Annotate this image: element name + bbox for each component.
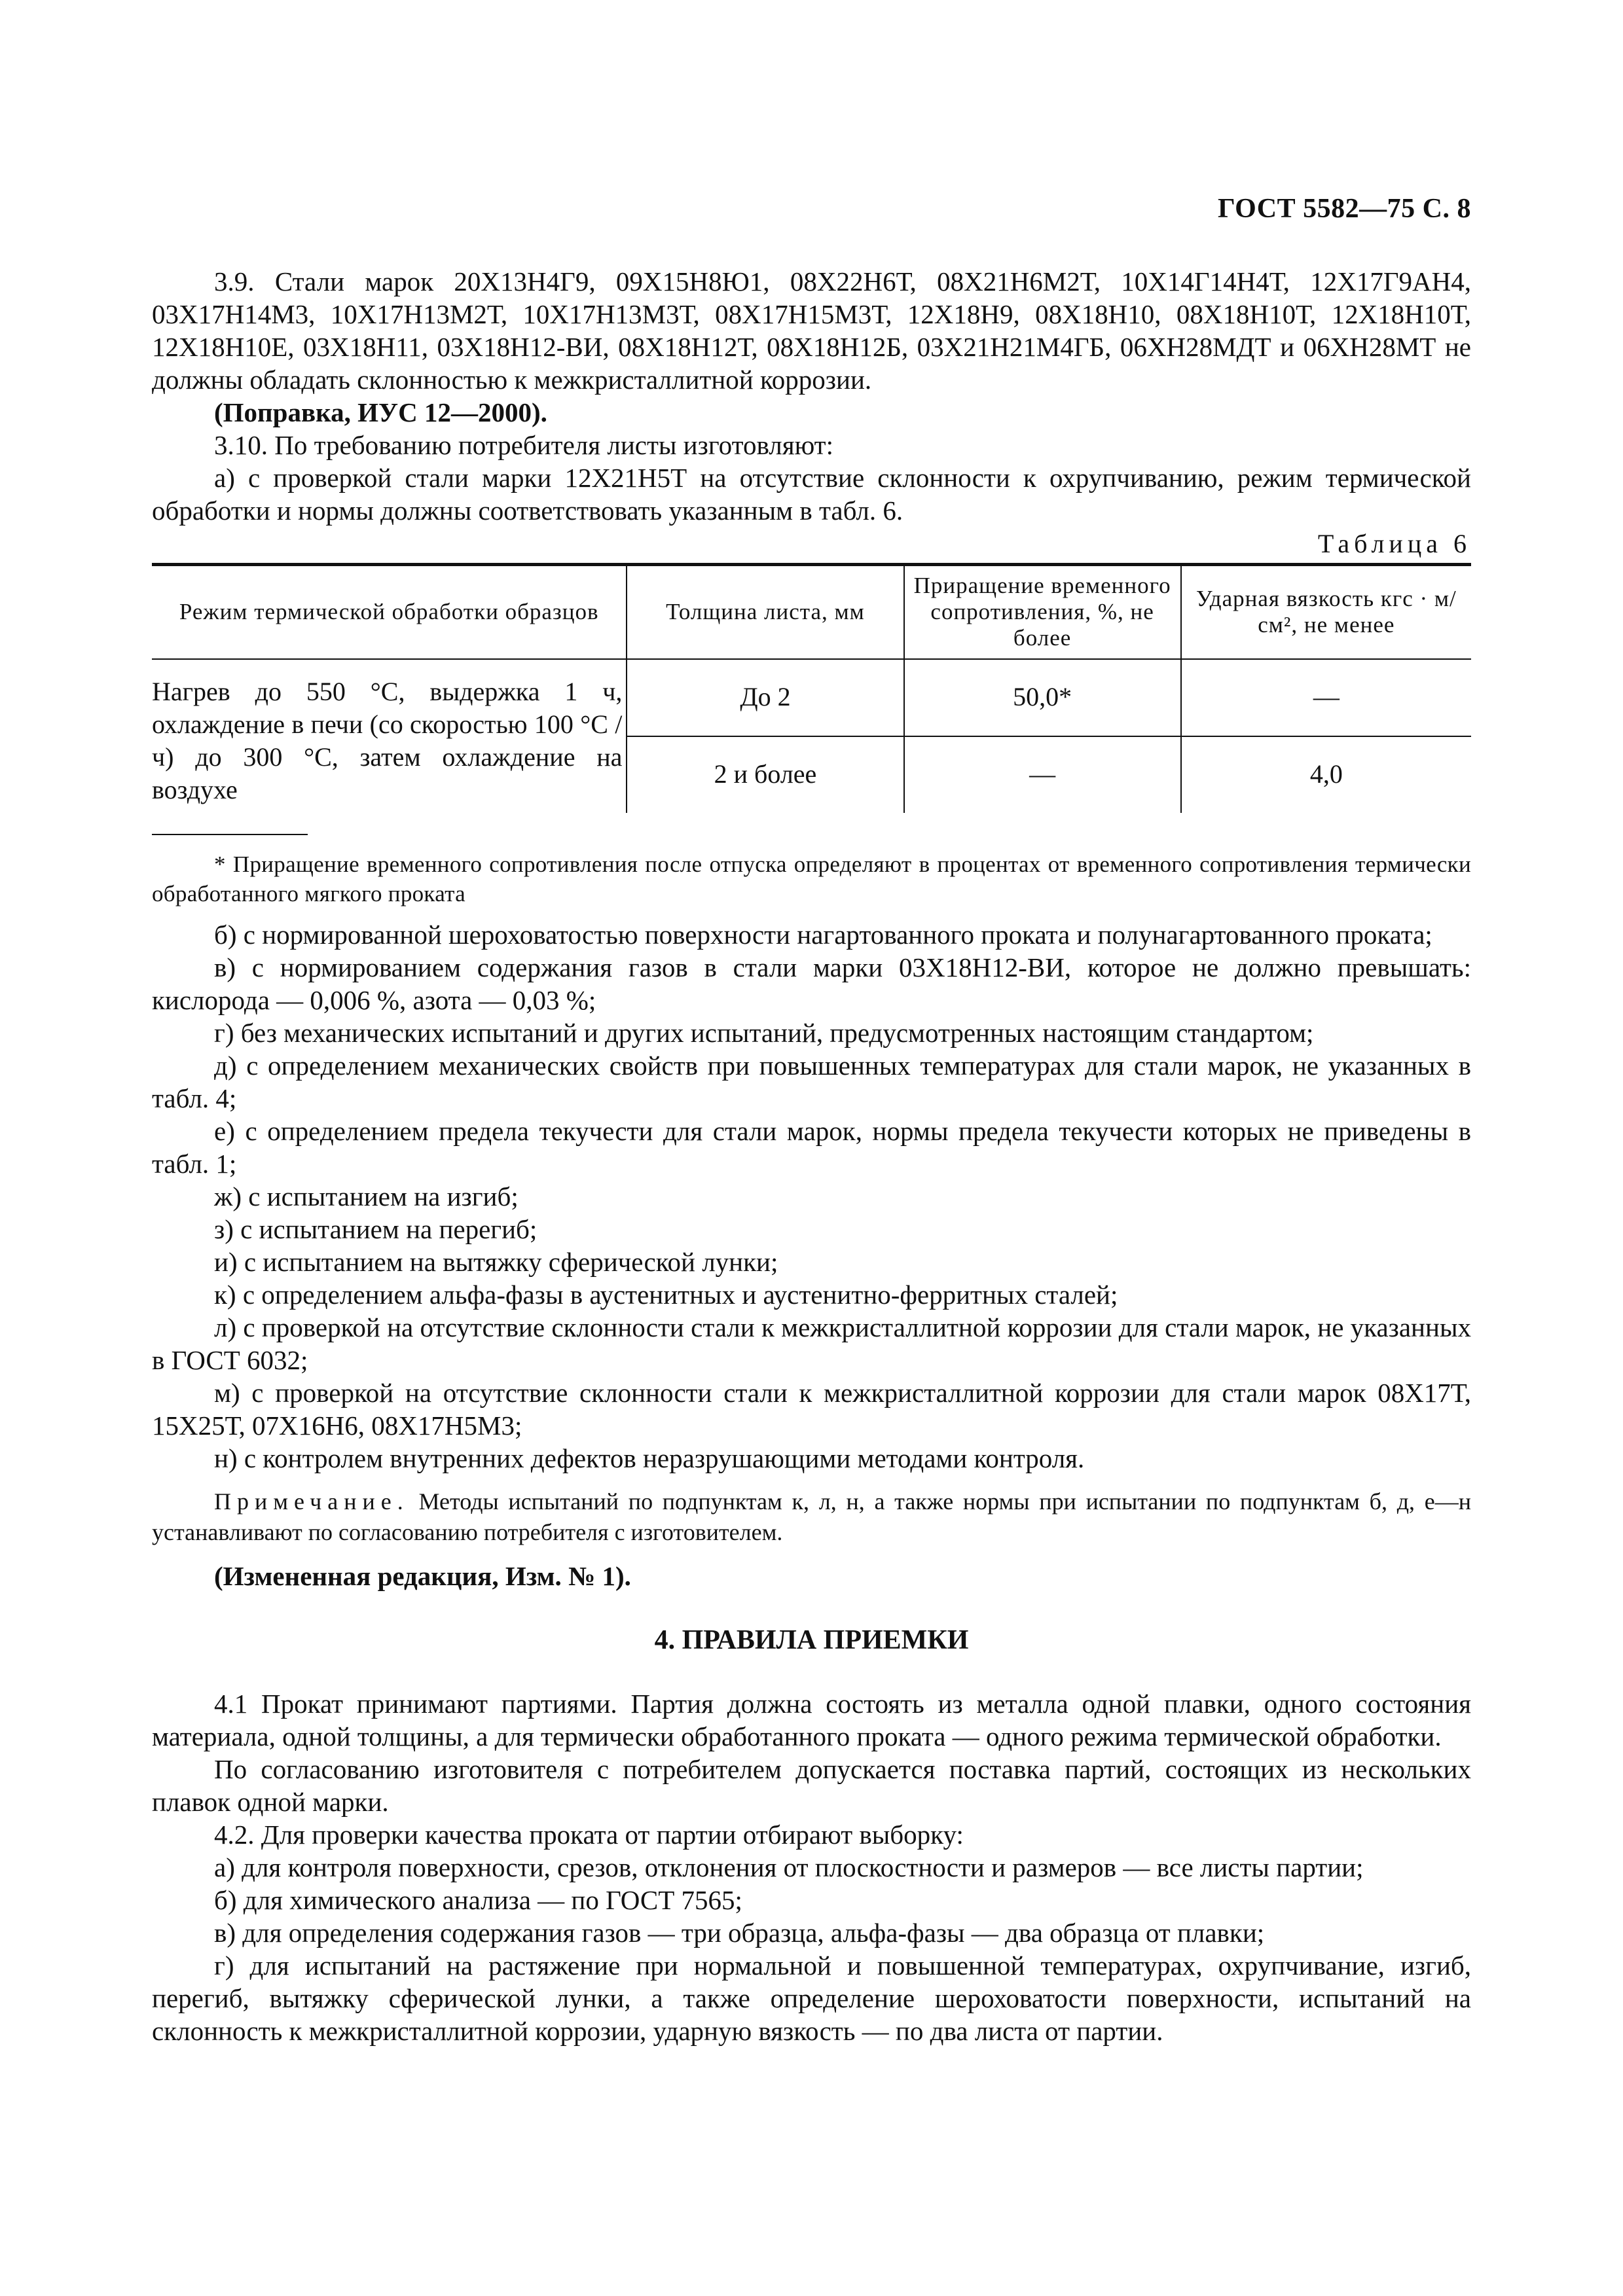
list-item: г) без механических испытаний и других испытаний, предусмотренных настоящим стандартом; [214, 1017, 1314, 1048]
list-item: ж) с испытанием на изгиб; [214, 1181, 519, 1211]
table-header: Приращение временного сопротивления, %, не более [904, 564, 1181, 658]
list-item: л) с проверкой на отсутствие склонности стали к межкристаллитной коррозии для стали марок, не указанных в ГОСТ 6032; [152, 1312, 1471, 1375]
table-cell: — [904, 736, 1181, 813]
table-6 [152, 563, 1471, 813]
list-item: а) для контроля поверхности, срезов, отклонения от плоскостности и размеров — все листы партии; [214, 1852, 1364, 1882]
list-item: д) с определением механических свойств при повышенных температурах для стали марок, не указанных в табл. 4; [152, 1050, 1471, 1113]
footnote-rule [152, 834, 308, 835]
note-label: Примечание. [214, 1488, 409, 1515]
list-item: е) с определением предела текучести для стали марок, нормы предела текучести которых не приведены в табл. 1; [152, 1115, 1471, 1179]
table-cell: — [1181, 659, 1471, 736]
list-item: б) с нормированной шероховатостью поверхности нагартованного проката и полунагартованного проката; [214, 919, 1432, 950]
table-row [152, 659, 1471, 736]
list-item: в) с нормированием содержания газов в стали марки 03Х18Н12-ВИ, которое не должно превышать: кислорода — 0,006 %, азота — 0,03 %; [152, 952, 1471, 1015]
paragraph-4-2: 4.2. Для проверки качества проката от партии отбирают выборку: [214, 1819, 964, 1850]
paragraph-3-10: 3.10. По требованию потребителя листы изготовляют: [214, 430, 833, 461]
section-title: 4. ПРАВИЛА ПРИЕМКИ [654, 1624, 969, 1655]
amendment-note: (Измененная редакция, Изм. № 1). [214, 1560, 631, 1591]
amendment-note: (Поправка, ИУС 12—2000). [214, 397, 547, 428]
paragraph-4-1b: По согласованию изготовителя с потребителем допускается поставка партий, состоящих из нескольких плавок одной марки. [152, 1753, 1471, 1817]
item-a: а) с проверкой стали марки 12Х21Н5Т на отсутствие склонности к охрупчиванию, режим термической обработки и нормы должны соответствовать указанным в табл. 6. [152, 463, 1471, 526]
table-cell: 50,0* [904, 659, 1181, 736]
table-header: Ударная вязкость кгс · м/см², не менее [1181, 564, 1471, 658]
note [152, 1486, 1471, 1548]
table-cell: 4,0 [1181, 736, 1471, 813]
footnote: * Приращение временного сопротивления после отпуска определяют в процентах от временного сопротивления термически обработанного мягкого проката [152, 851, 1471, 907]
list-item: и) с испытанием на вытяжку сферической лунки; [214, 1246, 778, 1277]
list-item: н) с контролем внутренних дефектов неразрушающими методами контроля. [214, 1443, 1085, 1473]
list-item: г) для испытаний на растяжение при нормальной и повышенной температурах, охрупчивание, изгиб, перегиб, вытяжку сферической лунки, а также определение шероховатости поверхности, испытаний на склонность к межкристаллитной коррозии, ударную вязкость — по два листа от партии. [152, 1950, 1471, 2046]
table-caption: Таблица 6 [1317, 529, 1471, 559]
paragraph-3-9: 3.9. Стали марок 20Х13Н4Г9, 09Х15Н8Ю1, 08Х22Н6Т, 08Х21Н6М2Т, 10Х14Г14Н4Т, 12Х17Г9АН4, 03Х17Н14М3, 10Х17Н13М2Т, 10Х17Н13М3Т, 08Х17Н15М3Т, 12Х18Н9, 08Х18Н10, 08Х18Н10Т, 12Х18Н10Т, 12Х18Н10Е, 03Х18Н11, 03Х18Н12-ВИ, 08Х18Н12Т, 08Х18Н12Б, 03Х21Н21М4ГБ, 06ХН28МДТ и 06ХН28МТ не должны обладать склонностью к межкристаллитной коррозии. [152, 266, 1471, 395]
page-header: ГОСТ 5582—75 С. 8 [1217, 194, 1471, 224]
paragraph-4-1: 4.1 Прокат принимают партиями. Партия должна состоять из металла одной плавки, одного состояния материала, одной толщины, а для термически обработанного проката — одного режима термической обработки. [152, 1688, 1471, 1751]
list-item: б) для химического анализа — по ГОСТ 7565; [214, 1884, 742, 1915]
table-cell: 2 и более [627, 736, 903, 813]
table-header: Режим термической обработки образцов [152, 564, 627, 658]
table-cell: До 2 [627, 659, 903, 736]
table-header: Толщина листа, мм [627, 564, 903, 658]
table-cell-mode: Нагрев до 550 °С, выдержка 1 ч, охлаждение в печи (со скоростью 100 °С /ч) до 300 °С, затем охлаждение на воздухе [152, 676, 623, 804]
list-item: м) с проверкой на отсутствие склонности стали к межкристаллитной коррозии для стали марок 08Х17Т, 15Х25Т, 07Х16Н6, 08Х17Н5М3; [152, 1377, 1471, 1441]
note-text: Методы испытаний по подпунктам к, л, н, а также нормы при испытании по подпунктам б, д, е—н устанавливают по согласованию потребителя с изготовителем. [152, 1488, 1472, 1545]
list-item: к) с определением альфа-фазы в аустенитных и аустенитно-ферритных сталей; [214, 1279, 1118, 1310]
document-body [152, 265, 1471, 2047]
list-item: в) для определения содержания газов — три образца, альфа-фазы — два образца от плавки; [214, 1917, 1265, 1948]
list-item: з) с испытанием на перегиб; [214, 1213, 538, 1244]
